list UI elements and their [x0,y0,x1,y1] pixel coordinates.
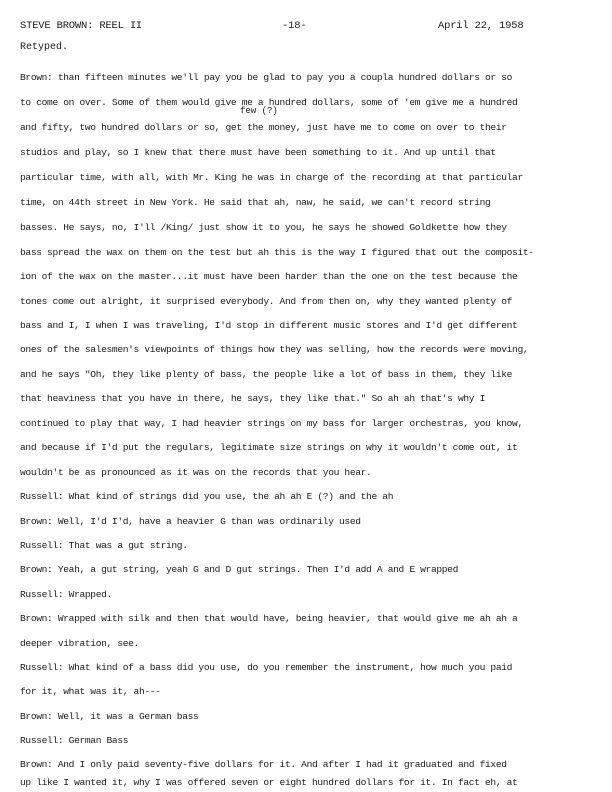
transcript-line: Brown: And I only paid seventy-five dollars for it. And after I had it graduated and fixed [20,759,507,770]
header-title: STEVE BROWN: REEL II [20,20,143,32]
page-header [20,20,580,34]
transcript-line: studios and play, so I knew that there must have been something to it. And up until that [20,147,496,158]
transcript-line: time, on 44th street in New York. He said that ah, naw, he said, we can't record string [20,197,491,208]
transcript-line: basses. He says, no, I'll /King/ just show it to you, he says he showed Goldkette how they [20,222,507,233]
transcript-line: ones of the salesmen's viewpoints of things how they was selling, how the records were moving, [20,344,529,355]
transcript-line: Brown: Yeah, a gut string, yeah G and D gut strings. Then I'd add A and E wrapped [20,564,458,575]
transcript-line: deeper vibration, see. [20,638,139,649]
transcript-line: Russell: What kind of strings did you use, the ah ah E (?) and the ah [20,491,394,502]
transcript-line: and he says "Oh, they like plenty of bass, the people like a lot of bass in them, they like [20,369,513,380]
header-date: April 22, 1958 [438,20,524,32]
transcript-line: and because if I'd put the regulars, legitimate size strings on why it wouldn't come out, it [20,442,518,453]
transcript-line: to come on over. Some of them would give me a hundred dollars, some of 'em give me a hundred [20,97,518,108]
transcript-line: bass and I, I when I was traveling, I'd stop in different music stores and I'd get different [20,320,518,331]
transcript-line: ion of the wax on the master...it must have been harder than the one on the test because the [20,271,518,282]
retyped-note: Retyped. [20,42,69,53]
transcript-line: and fifty, two hundred dollars or so, get the money, just have me to come on over to their [20,122,507,133]
transcript-line: that heaviness that you have in there, he says, they like that." So ah ah that's why I [20,393,486,404]
interlinear-annotation: few (?) [240,106,278,116]
transcript-line: up like I wanted it, why I was offered seven or eight hundred dollars for it. In fact eh, at [20,777,518,788]
transcript-line: Brown: Well, I'd I'd, have a heavier G than was ordinarily used [20,516,361,527]
transcript-line: Russell: What kind of a bass did you use, do you remember the instrument, how much you paid [20,662,513,673]
transcript-line: Russell: German Bass [20,735,129,746]
transcript-line: Brown: Wrapped with silk and then that would have, being heavier, that would give me ah ah a [20,613,518,624]
transcript-line: bass spread the wax on them on the test but ah this is the way I figured that out the composit- [20,247,534,258]
transcript-line: wouldn't be as pronounced as it was on the records that you hear. [20,467,372,478]
transcript-line: continued to play that way, I had heavier strings on my bass for larger orchestras, you know, [20,418,523,429]
transcript-line: Russell: That was a gut string. [20,540,188,551]
transcript-line: tones come out alright, it surprised everybody. And from then on, why they wanted plenty of [20,296,513,307]
page-number: -18- [282,20,307,32]
transcript-line: for it, what was it, ah--- [20,686,161,697]
transcript-line: Brown: Well, it was a German bass [20,711,199,722]
transcript-line: particular time, with all, with Mr. King he was in charge of the recording at that particular [20,172,523,183]
transcript-line: Russell: Wrapped. [20,589,112,600]
transcript-line: Brown: than fifteen minutes we'll pay you be glad to pay you a coupla hundred dollars or so [20,72,513,83]
